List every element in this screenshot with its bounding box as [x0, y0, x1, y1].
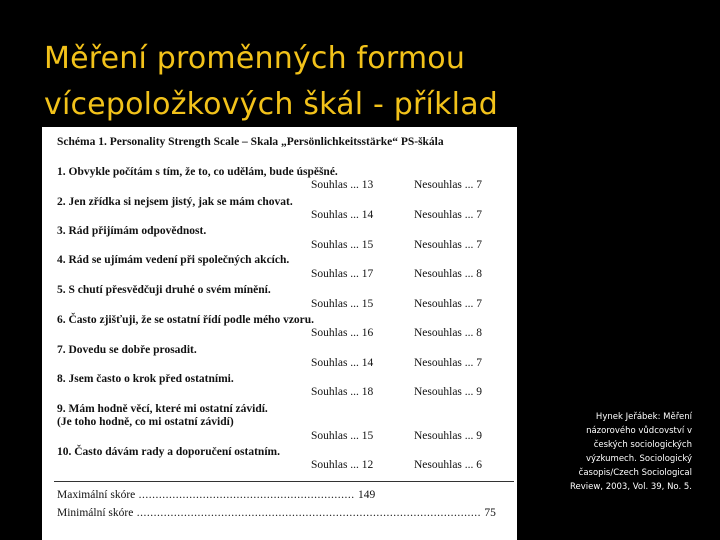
scale-item-9: 9. Mám hodně věcí, které mi ostatní závidí.	[57, 403, 268, 415]
min-score-value: 75	[484, 507, 496, 519]
slide-title-line-2: vícepoložkových škál - příklad	[44, 87, 499, 123]
slide-title-line-1: Měření proměnných formou	[44, 41, 466, 77]
scale-item-7: 7. Dovedu se dobře prosadit.	[57, 344, 197, 356]
scale-item-3: 3. Rád přijímám odpovědnost.	[57, 225, 207, 237]
scale-item-5: 5. S chutí přesvědčuji druhé o svém mínění.	[57, 284, 271, 296]
agree-score-6: Souhlas ... 16	[311, 327, 374, 339]
citation-line-3: českých sociologických	[593, 440, 692, 450]
scale-item-10: 10. Často dávám rady a doporučení ostatním.	[57, 446, 280, 458]
scale-item-2: 2. Jen zřídka si nejsem jistý, jak se mám chovat.	[57, 196, 293, 208]
disagree-score-4: Nesouhlas ... 8	[414, 268, 483, 280]
citation-line-1: Hynek Jeřábek: Měření	[595, 412, 692, 422]
disagree-score-8: Nesouhlas ... 9	[414, 386, 483, 398]
agree-score-5: Souhlas ... 15	[311, 298, 374, 310]
disagree-score-2: Nesouhlas ... 7	[414, 209, 483, 221]
agree-score-4: Souhlas ... 17	[311, 268, 374, 280]
agree-score-1: Souhlas ... 13	[311, 179, 374, 191]
max-score-label: Maximální skóre	[57, 489, 136, 501]
scale-item-8: 8. Jsem často o krok před ostatními.	[57, 373, 234, 385]
agree-score-8: Souhlas ... 18	[311, 386, 374, 398]
agree-score-2: Souhlas ... 14	[311, 209, 374, 221]
citation-line-2: názorového vůdcovství v	[586, 426, 692, 436]
scale-item-4: 4. Rád se ujímám vedení při společných akcích.	[57, 254, 290, 266]
slide-title	[44, 36, 684, 128]
source-citation	[552, 410, 692, 494]
agree-score-10: Souhlas ... 12	[311, 459, 374, 471]
max-score-value: 149	[358, 489, 376, 501]
max-score-row	[57, 489, 375, 501]
min-score-label: Minimální skóre	[57, 507, 134, 519]
scale-item-1: 1. Obvykle počítám s tím, že to, co udělám, bude úspěšné.	[57, 166, 338, 178]
agree-score-7: Souhlas ... 14	[311, 357, 374, 369]
min-score-leader: ......................................................................................................	[133, 507, 485, 519]
disagree-score-9: Nesouhlas ... 9	[414, 430, 483, 442]
disagree-score-6: Nesouhlas ... 8	[414, 327, 483, 339]
disagree-score-10: Nesouhlas ... 6	[414, 459, 483, 471]
agree-score-3: Souhlas ... 15	[311, 239, 374, 251]
scale-item-6: 6. Často zjišťuji, že se ostatní řídí podle mého vzoru.	[57, 314, 315, 326]
agree-score-9: Souhlas ... 15	[311, 430, 374, 442]
disagree-score-1: Nesouhlas ... 7	[414, 179, 483, 191]
disagree-score-7: Nesouhlas ... 7	[414, 357, 483, 369]
scanned-scale-document	[42, 127, 517, 540]
citation-line-6: Review, 2003, Vol. 39, No. 5.	[569, 482, 692, 492]
disagree-score-3: Nesouhlas ... 7	[414, 239, 483, 251]
scheme-title: Schéma 1. Personality Strength Scale – Skala „Persönlichkeitsstärke“ PS-škála	[57, 136, 444, 148]
max-score-leader: ................................................................	[135, 489, 358, 501]
divider-line	[54, 481, 514, 482]
scale-item-9-note: (Je toho hodně, co mi ostatní závidí)	[57, 416, 234, 428]
disagree-score-5: Nesouhlas ... 7	[414, 298, 483, 310]
citation-line-4: výzkumech. Sociologický	[585, 454, 692, 464]
citation-line-5: časopis/Czech Sociological	[578, 468, 692, 478]
min-score-row	[57, 507, 496, 519]
